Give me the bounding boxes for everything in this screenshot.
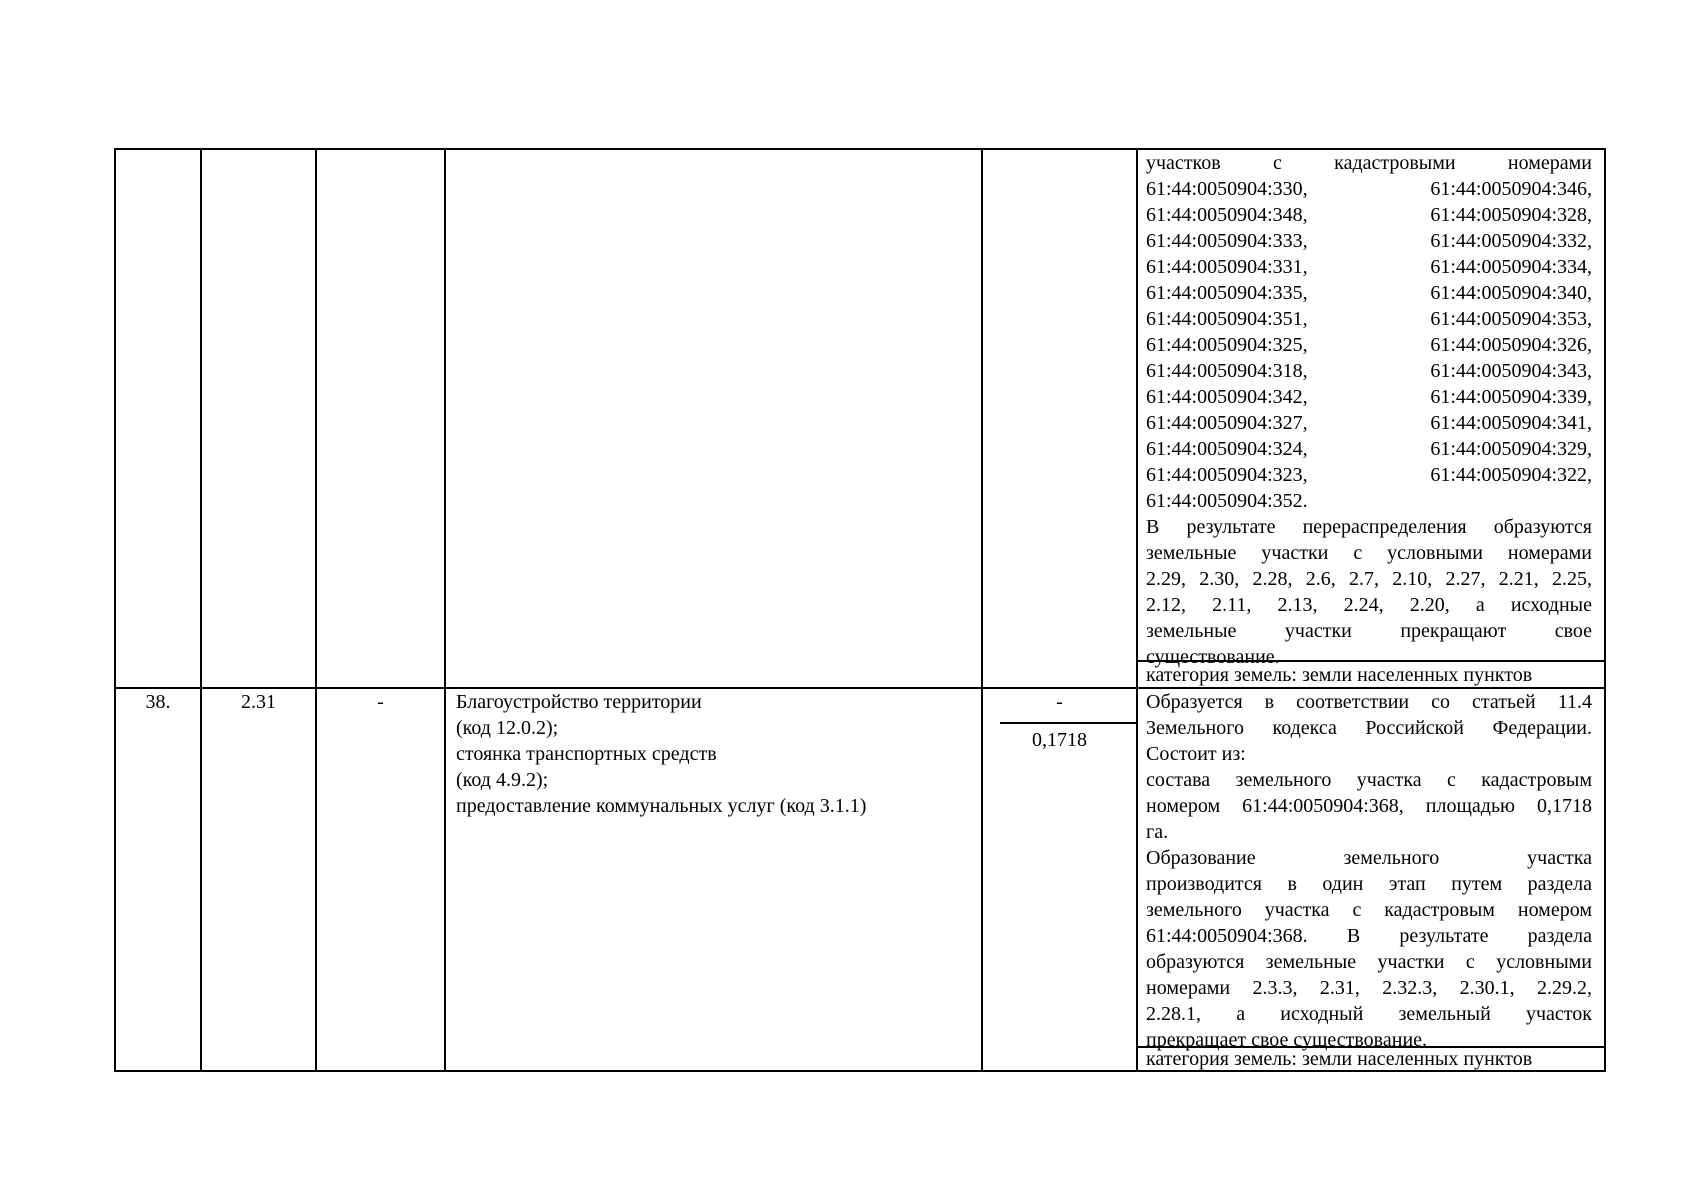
cadastral-number-pair: [1146, 254, 1592, 280]
area-top: -: [1056, 691, 1063, 713]
text-line: га.: [1146, 821, 1169, 843]
column-divider: [1136, 148, 1138, 1072]
cadastral-number-pair: [1146, 202, 1592, 228]
land-category: категория земель: земли населенных пунктов: [1146, 664, 1533, 686]
formation-description: [1146, 689, 1592, 1053]
cadastral-number: 61:44:0050904:325,: [1146, 334, 1308, 356]
permitted-use-line: (код 4.9.2);: [456, 769, 549, 791]
continued-description: [1146, 150, 1592, 670]
redistribution-result-text: [1146, 514, 1592, 644]
text-line: Земельного кодекса Российской Федерации.: [1146, 717, 1592, 739]
intro-line: [1146, 150, 1592, 176]
cadastral-number-pair: [1146, 462, 1592, 488]
column-divider: [981, 148, 983, 1072]
cadastral-number: 61:44:0050904:324,: [1146, 438, 1308, 460]
cadastral-number: 61:44:0050904:335,: [1146, 282, 1308, 304]
text-line: Образование земельного участка: [1146, 847, 1592, 869]
cadastral-number-pair: [1146, 306, 1592, 332]
cadastral-number: 61:44:0050904:341,: [1430, 412, 1592, 434]
cadastral-number-pair: [1146, 332, 1592, 358]
text-line: земельного участка с кадастровым номером: [1146, 899, 1592, 921]
cadastral-number: 61:44:0050904:352.: [1146, 490, 1308, 512]
cadastral-number-pair: [1146, 358, 1592, 384]
cadastral-number: 61:44:0050904:351,: [1146, 308, 1308, 330]
text-line: земельные участки прекращают свое: [1146, 620, 1592, 642]
cadastral-number: 61:44:0050904:318,: [1146, 360, 1308, 382]
cadastral-number: 61:44:0050904:328,: [1430, 204, 1592, 226]
text-line: 61:44:0050904:368. В результате раздела: [1146, 925, 1592, 947]
cadastral-number: 61:44:0050904:334,: [1430, 256, 1592, 278]
permitted-use-line: (код 12.0.2);: [456, 717, 559, 739]
land-plots-table: [114, 148, 1606, 1072]
column-divider: [200, 148, 202, 1072]
row-number: 38.: [145, 691, 171, 713]
text-line: Образуется в соответствии со статьей 11.4: [1146, 691, 1592, 713]
cadastral-number: 61:44:0050904:346,: [1430, 178, 1592, 200]
cadastral-number: 61:44:0050904:333,: [1146, 230, 1308, 252]
permitted-use: [456, 689, 976, 819]
empty-value-dash: -: [377, 691, 384, 713]
cadastral-number: 61:44:0050904:331,: [1146, 256, 1308, 278]
permitted-use-line: Благоустройство территории: [456, 691, 702, 713]
cadastral-number: 61:44:0050904:330,: [1146, 178, 1308, 200]
cadastral-number: 61:44:0050904:340,: [1430, 282, 1592, 304]
text-line: образуются земельные участки с условными: [1146, 951, 1592, 973]
intro-word: с: [1272, 152, 1282, 174]
area-divider: [1000, 722, 1138, 724]
cadastral-number: 61:44:0050904:342,: [1146, 386, 1308, 408]
text-line: Состоит из:: [1146, 743, 1246, 765]
cadastral-number-list: [1146, 176, 1592, 488]
text-line: производится в один этап путем раздела: [1146, 873, 1592, 895]
cadastral-number: 61:44:0050904:323,: [1146, 464, 1308, 486]
cadastral-number: 61:44:0050904:326,: [1430, 334, 1592, 356]
land-category: категория земель: земли населенных пунктов: [1146, 1048, 1533, 1070]
text-line: В результате перераспределения образуются: [1146, 516, 1592, 538]
intro-word: номерами: [1507, 152, 1592, 174]
area-value: 0,1718: [1032, 729, 1087, 751]
text-line: состава земельного участка с кадастровым: [1146, 769, 1592, 791]
redistribution-result-last-line: существование.: [1146, 646, 1280, 668]
text-line: 2.29, 2.30, 2.28, 2.6, 2.7, 2.10, 2.27, 2.21, 2.25,: [1146, 568, 1592, 590]
cadastral-number: 61:44:0050904:332,: [1430, 230, 1592, 252]
column-divider: [444, 148, 446, 1072]
cadastral-number: 61:44:0050904:353,: [1430, 308, 1592, 330]
cadastral-number-pair: [1146, 176, 1592, 202]
text-line: земельные участки с условными номерами: [1146, 542, 1592, 564]
cadastral-number-pair: [1146, 228, 1592, 254]
cadastral-number-pair: [1146, 436, 1592, 462]
cadastral-number: 61:44:0050904:327,: [1146, 412, 1308, 434]
cadastral-number: 61:44:0050904:348,: [1146, 204, 1308, 226]
cadastral-number-pair: [1146, 280, 1592, 306]
permitted-use-line: стоянка транспортных средств: [456, 743, 717, 765]
cadastral-number: 61:44:0050904:322,: [1430, 464, 1592, 486]
cadastral-number-pair: [1146, 410, 1592, 436]
intro-word: кадастровыми: [1334, 152, 1456, 174]
text-line: номерами 2.3.3, 2.31, 2.32.3, 2.30.1, 2.29.2,: [1146, 977, 1592, 999]
table-border-left: [114, 148, 116, 1072]
intro-word: участков: [1146, 152, 1221, 174]
cadastral-number: 61:44:0050904:329,: [1430, 438, 1592, 460]
cadastral-number-pair: [1146, 384, 1592, 410]
table-border-right: [1604, 148, 1606, 1072]
text-line: 2.28.1, а исходный земельный участок: [1146, 1003, 1592, 1025]
text-line: номером 61:44:0050904:368, площадью 0,1718: [1146, 795, 1592, 817]
cadastral-number: 61:44:0050904:343,: [1430, 360, 1592, 382]
text-line: 2.12, 2.11, 2.13, 2.24, 2.20, а исходные: [1146, 594, 1592, 616]
cadastral-number: 61:44:0050904:339,: [1430, 386, 1592, 408]
conditional-number: 2.31: [241, 691, 276, 713]
permitted-use-line: предоставление коммунальных услуг (код 3.1.1): [456, 795, 867, 817]
column-divider: [315, 148, 317, 1072]
text-line: прекращает свое существование.: [1146, 1029, 1428, 1051]
